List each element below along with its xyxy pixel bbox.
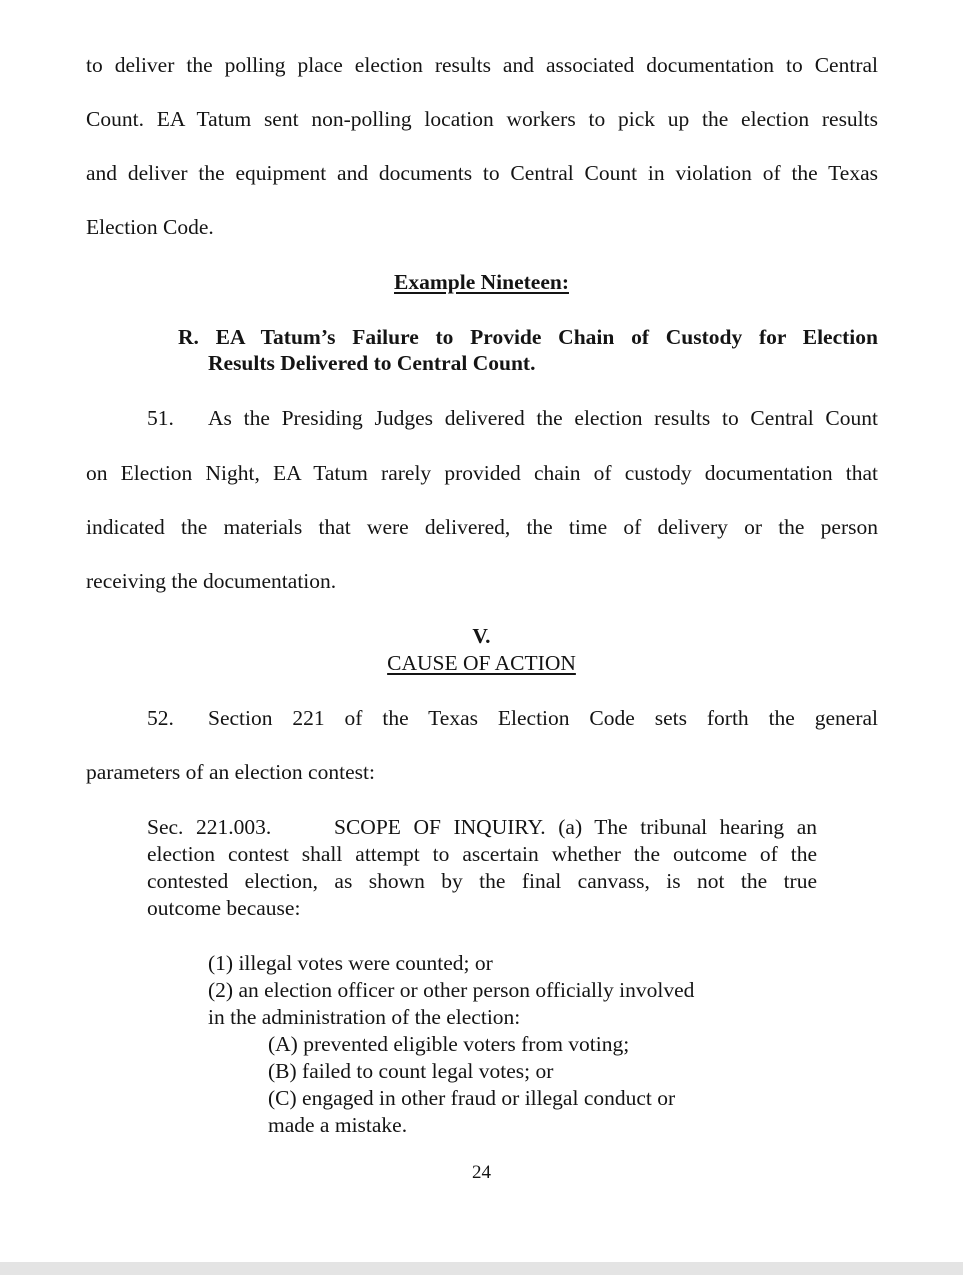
paragraph-number: 51.	[147, 406, 174, 430]
paragraph-line: and deliver the equipment and documents to Central Count in violation of the Texas	[86, 161, 878, 185]
quote-item: (2) an election officer or other person officially involved	[208, 978, 695, 1002]
section-title	[0, 650, 963, 676]
section-numeral: V.	[472, 624, 491, 648]
paragraph-line: on Election Night, EA Tatum rarely provided chain of custody documentation that	[86, 461, 878, 485]
paragraph-line: Count. EA Tatum sent non-polling location workers to pick up the election results	[86, 107, 878, 131]
quote-subitem: (A) prevented eligible voters from voting;	[268, 1032, 630, 1056]
subsection-heading-line: R. EA Tatum’s Failure to Provide Chain of Custody for Election	[178, 325, 878, 349]
quote-line: election contest shall attempt to ascertain whether the outcome of the	[147, 842, 817, 866]
quote-line: Sec. 221.003. SCOPE OF INQUIRY. (a) The tribunal hearing an	[147, 815, 817, 839]
example-heading	[0, 269, 963, 295]
paragraph-number: 52.	[147, 706, 174, 730]
paragraph-line: indicated the materials that were delivered, the time of delivery or the person	[86, 515, 878, 539]
example-heading-text: Example Nineteen:	[394, 270, 569, 294]
paragraph-line: Election Code.	[86, 215, 214, 239]
paragraph-line: Section 221 of the Texas Election Code sets forth the general	[208, 706, 878, 730]
paragraph-line: to deliver the polling place election results and associated documentation to Central	[86, 53, 878, 77]
quote-item: (1) illegal votes were counted; or	[208, 951, 493, 975]
paragraph-line: As the Presiding Judges delivered the election results to Central Count	[208, 406, 878, 430]
quote-subitem: made a mistake.	[268, 1113, 408, 1137]
quote-subitem: (B) failed to count legal votes; or	[268, 1059, 554, 1083]
quote-line: contested election, as shown by the final canvass, is not the true	[147, 869, 817, 893]
viewer-bottom-edge	[0, 1262, 963, 1275]
quote-item: in the administration of the election:	[208, 1005, 521, 1029]
paragraph-line: parameters of an election contest:	[86, 760, 375, 784]
subsection-heading-line: Results Delivered to Central Count.	[208, 351, 536, 375]
page-number: 24	[472, 1162, 491, 1183]
quote-line: outcome because:	[147, 896, 301, 920]
section-title-text: CAUSE OF ACTION	[387, 651, 576, 675]
paragraph-line: receiving the documentation.	[86, 569, 337, 593]
quote-subitem: (C) engaged in other fraud or illegal conduct or	[268, 1086, 676, 1110]
